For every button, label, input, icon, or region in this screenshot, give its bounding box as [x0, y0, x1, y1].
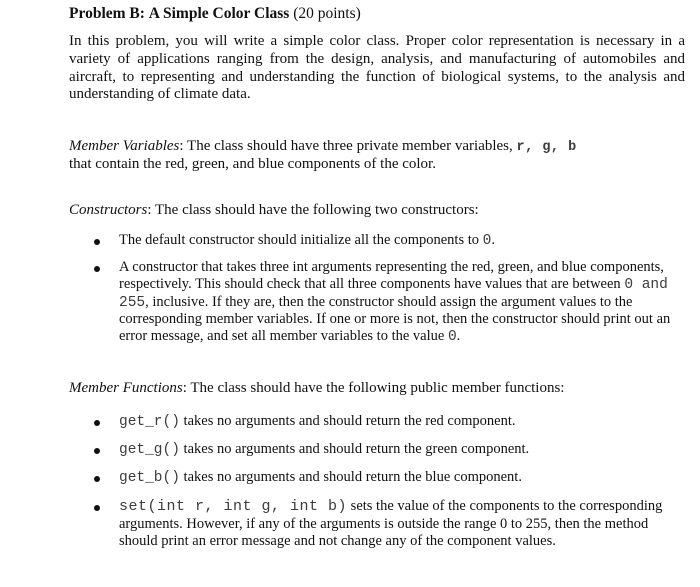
constructor-item-default	[119, 232, 675, 250]
member-functions-line	[69, 380, 564, 397]
function-item-get-g	[119, 441, 675, 459]
constructor-item-period: .	[491, 232, 495, 248]
bullet-icon	[94, 505, 100, 511]
code-range: 0 and 255	[119, 276, 668, 311]
bullet-icon	[94, 266, 100, 272]
function-item-text: takes no arguments and should return the red component.	[183, 413, 516, 429]
function-item-text: takes no arguments and should return the blue component.	[183, 469, 522, 485]
problem-title	[69, 5, 361, 23]
member-variables-list: r, g, b	[516, 140, 577, 155]
member-variables-text: : The class should have three private member variables,	[179, 138, 513, 154]
constructors-text: : The class should have the following two constructors:	[147, 202, 479, 218]
function-item-text: takes no arguments and should return the green component.	[183, 441, 530, 457]
intro-paragraph: In this problem, you will write a simple color class. Proper color representation is necessary in a variety of applications ranging from the design, analysis, and manufacturing of automobiles and aircraft, to representing and understanding the function of biological systems, to the analysis and understanding of climate data.	[69, 33, 685, 103]
bullet-icon	[94, 476, 100, 482]
member-functions-heading: Member Functions	[69, 380, 183, 396]
constructor-item-period: .	[456, 328, 461, 345]
code-get-g: get_g()	[119, 442, 180, 458]
code-zero: 0	[447, 329, 457, 346]
problem-label: Problem B:	[69, 5, 145, 22]
member-variables-line	[69, 138, 577, 155]
code-set: set(int r, int g, int b)	[119, 498, 348, 515]
constructor-item-text: A constructor that takes three int arguments representing the red, green, and blue components, respectively. This should check that all three components have values that are between	[119, 259, 664, 292]
member-functions-text: : The class should have the following public member functions:	[182, 380, 565, 396]
constructors-heading: Constructors	[69, 202, 148, 218]
constructor-item-text: The default constructor should initialize all the components to	[119, 232, 479, 248]
problem-points: (20 points)	[293, 5, 361, 22]
constructor-item-args	[119, 259, 675, 346]
code-get-r: get_r()	[119, 414, 180, 430]
problem-name: A Simple Color Class	[148, 5, 290, 22]
constructors-line	[69, 202, 479, 219]
function-item-get-b	[119, 469, 675, 487]
bullet-icon	[94, 239, 100, 245]
member-variables-line-2: that contain the red, green, and blue components of the color.	[69, 156, 436, 172]
bullet-icon	[94, 420, 100, 426]
member-variables-heading: Member Variables	[69, 138, 180, 154]
constructor-item-text-b: , inclusive. If they are, then the constructor should assign the argument values to the corresponding member variables. If one or more is not, then the constructor should print out an error message, and set all member variables to the value	[119, 293, 671, 345]
function-item-text: sets the value of the components to the corresponding arguments. However, if any of the arguments is outside the range 0 to 255, then the method should print an error message and not change any of the component values.	[119, 498, 663, 549]
function-item-get-r	[119, 413, 675, 431]
function-item-set	[119, 498, 675, 549]
code-get-b: get_b()	[119, 470, 180, 486]
code-zero: 0	[482, 233, 492, 249]
bullet-icon	[94, 448, 100, 454]
